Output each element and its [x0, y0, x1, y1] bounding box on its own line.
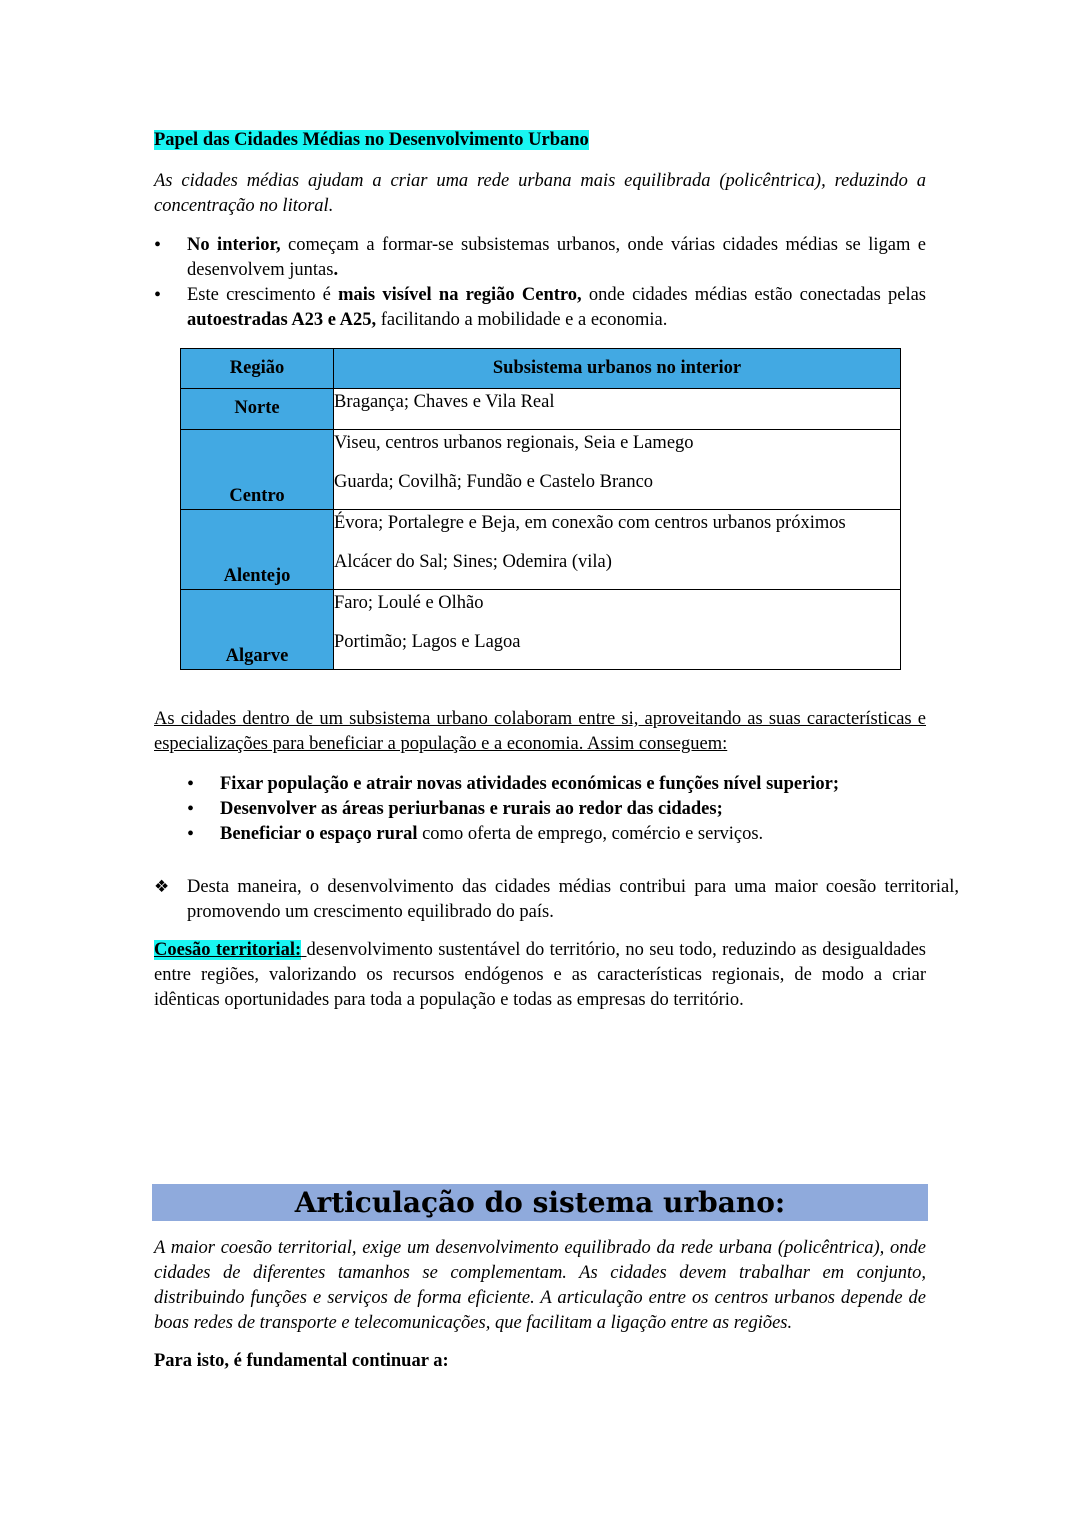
bullet-list [154, 233, 926, 333]
table-header-cell: Subsistema urbanos no interior [334, 349, 901, 389]
definition-term: Coesão territorial: [154, 940, 302, 960]
section2-lead: Para isto, é fundamental continuar a: [154, 1351, 449, 1371]
region-cell: Algarve [181, 589, 334, 669]
list-item: • Este crescimento é mais visível na região Centro, onde cidades médias estão conectadas pelas autoestradas A23 e A25, facilitando a mobilidade e a economia. [154, 283, 926, 333]
table-row [181, 509, 901, 589]
definition-text: desenvolvimento sustentável do território, no seu todo, reduzindo as desigualdades entre regiões, valorizando os recursos endógenos e as características regionais, de modo a criar idênticas oportunidades para toda a população e todas as empresas do território. [154, 940, 926, 1010]
section-intro: As cidades médias ajudam a criar uma rede urbana mais equilibrada (policêntrica), reduzindo a concentração no litoral. [154, 171, 926, 216]
section-title [154, 128, 589, 153]
section2-intro: A maior coesão territorial, exige um desenvolvimento equilibrado da rede urbana (policêntrica), onde cidades de diferentes tamanhos se complementam. As cidades devem trabalhar em conjunto, distribuindo funções e serviços de forma eficiente. A articulação entre os centros urbanos depende de boas redes de transporte e telecomunicações, que facilitam a ligação entre as regiões. [154, 1238, 926, 1333]
list-item: • Beneficiar o espaço rural como oferta de emprego, comércio e serviços. [154, 822, 926, 847]
collab-paragraph: As cidades dentro de um subsistema urbano colaboram entre si, aproveitando as suas características e especializações para beneficiar a população e a economia. Assim conseguem: [154, 709, 926, 754]
conclusion-paragraph: ❖ Desta maneira, o desenvolvimento das cidades médias contribui para uma maior coesão territorial, promovendo um crescimento equilibrado do país. [154, 877, 959, 922]
section2-title: Articulação do sistema urbano: [294, 1186, 786, 1219]
list-item: • Desenvolver as áreas periurbanas e rurais ao redor das cidades; [154, 797, 926, 822]
subsystem-cell: Évora; Portalegre e Beja, em conexão com centros urbanos próximos Alcácer do Sal; Sines; Odemira (vila) [334, 509, 901, 589]
subsystem-cell: Bragança; Chaves e Vila Real [334, 389, 901, 430]
table-header-cell: Região [181, 349, 334, 389]
table-row [181, 389, 901, 430]
section-title-text: Papel das Cidades Médias no Desenvolvimento Urbano [154, 130, 589, 150]
region-cell: Centro [181, 429, 334, 509]
list-item: • No interior, começam a formar-se subsistemas urbanos, onde várias cidades médias se ligam e desenvolvem juntas. [154, 233, 926, 283]
list-item: • Fixar população e atrair novas atividades económicas e funções nível superior; [154, 772, 926, 797]
section2-title-bar [152, 1184, 928, 1221]
subsystem-cell: Faro; Loulé e Olhão Portimão; Lagos e Lagoa [334, 589, 901, 669]
region-cell: Alentejo [181, 509, 334, 589]
table-header-row [181, 349, 901, 389]
subsystems-table [180, 348, 901, 670]
definition-paragraph [154, 938, 926, 1013]
subsystem-cell: Viseu, centros urbanos regionais, Seia e Lamego Guarda; Covilhã; Fundão e Castelo Branco [334, 429, 901, 509]
region-cell: Norte [181, 389, 334, 430]
diamond-bullet-icon: ❖ [154, 877, 170, 897]
benefits-list [154, 772, 926, 847]
table-row [181, 429, 901, 509]
table-row [181, 589, 901, 669]
